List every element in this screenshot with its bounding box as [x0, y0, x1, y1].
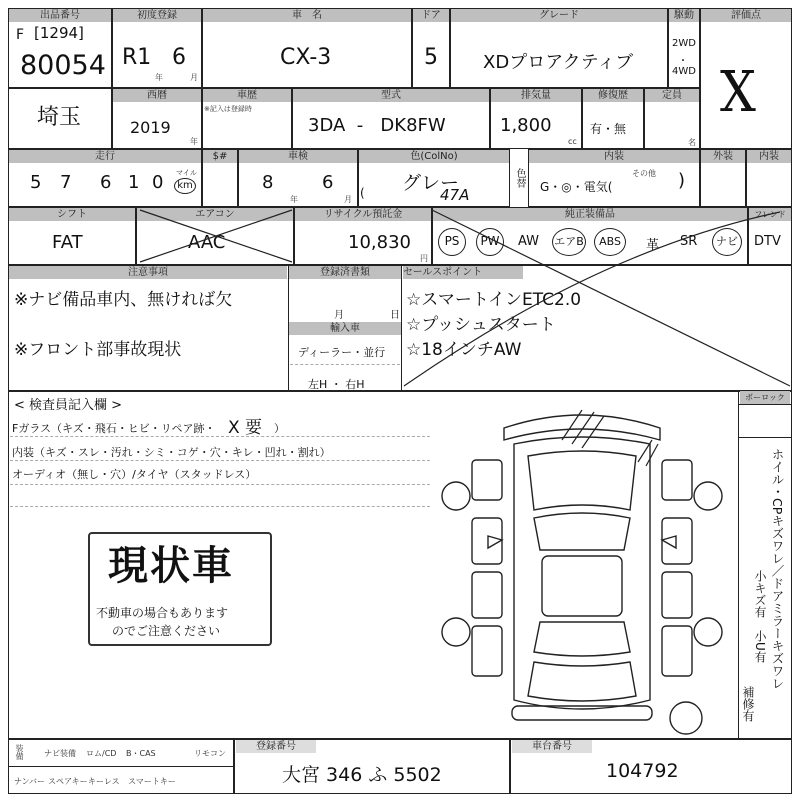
first-reg-era: R1: [122, 45, 152, 70]
shift-value: FAT: [52, 232, 83, 253]
trunk: [528, 662, 636, 701]
note-line-2: ※フロント部事故現状: [14, 340, 182, 360]
right-fender-rear: [662, 626, 692, 676]
interior-line: 内装（キズ・スレ・汚れ・シミ・コゲ・穴・キレ・凹れ・割れ）: [12, 446, 331, 459]
audio-line: オーディオ（無し・穴）/タイヤ（スタッドレス）: [12, 468, 257, 481]
mileage-digit-5: 0: [152, 172, 164, 193]
model-code-label: 型式: [293, 89, 489, 102]
paint-options: G・◎・電気(: [540, 180, 613, 194]
note-line-1: ※ナビ備品車内、無ければ欠: [14, 290, 233, 310]
footer-label-equip: 装備: [15, 744, 24, 760]
stamp-line-1: 不動車の場合もあります: [96, 606, 229, 620]
color-value: グレー: [402, 172, 460, 194]
selling-point-3: ☆18インチAW: [406, 340, 522, 360]
vertical-note-3: 補修有: [741, 686, 755, 722]
capacity-label: 定員: [645, 89, 699, 102]
lot-prefix: F: [16, 27, 25, 43]
color-code: 47A: [440, 186, 470, 204]
wheel-rear-right: [694, 618, 722, 646]
f-glass-close: ）: [274, 422, 285, 435]
inspection-divider-2: [10, 460, 430, 461]
recycle-value: 10,830: [348, 232, 411, 253]
equip-dtv: DTV: [754, 234, 781, 249]
mileage-label: 走行: [9, 150, 201, 163]
import-dealer: ディーラー・並行: [298, 346, 386, 359]
interior-color-label: 内装: [529, 150, 699, 163]
footer-label-keyless: キーレス: [88, 777, 120, 786]
inspection-title: < 検査員記入欄 >: [14, 398, 123, 413]
footer-label-spare-key: スペアキー: [48, 777, 88, 786]
repair-value: 有・無: [590, 122, 627, 136]
mileage-digit-4: 1: [128, 172, 140, 193]
color-paren: (: [360, 186, 365, 200]
vin-value: 104792: [606, 760, 679, 782]
front-bumper: [504, 415, 660, 440]
color-label: 色(ColNo): [359, 150, 509, 163]
drive-label: 駆動: [669, 9, 699, 22]
car-diagram: [432, 400, 732, 740]
model-code-value: 3DA - DK8FW: [308, 115, 446, 136]
wheel-front-left: [442, 482, 470, 510]
right-tag: ボーロック: [740, 391, 790, 404]
mirror-left: [488, 536, 502, 548]
grade-value: XDプロアクティブ: [483, 52, 634, 73]
capacity-unit: 名: [688, 138, 696, 147]
windshield: [534, 513, 630, 550]
left-door-rear: [472, 572, 502, 618]
grade-label: グレード: [451, 9, 667, 22]
recycle-unit: 円: [420, 254, 428, 263]
inspection-divider-4: [10, 506, 430, 507]
inspection-label: 車検: [239, 150, 357, 163]
first-reg-year-suffix: 年: [155, 73, 163, 82]
selling-point-2: ☆プッシュスタート: [406, 315, 556, 335]
equip-aw: AW: [518, 234, 540, 249]
left-fender-front: [472, 460, 502, 500]
vin-label: 車台番号: [512, 740, 592, 753]
lot-number: 80054: [20, 50, 106, 81]
history-label: 車歴: [203, 89, 291, 102]
inspection-divider-1: [10, 436, 430, 437]
stamp-line-2: のでご注意ください: [112, 624, 221, 638]
import-label: 輸入車: [289, 322, 401, 335]
year-label: 西暦: [113, 89, 201, 102]
import-divider: [290, 364, 400, 365]
history-note: ※記入は登録時: [204, 105, 252, 113]
mileage-unit-km: km: [174, 178, 196, 194]
equip-airbag: エアB: [552, 228, 586, 256]
footer-equip-divider: [8, 766, 234, 767]
interior2-label: 内装: [747, 150, 791, 163]
f-glass-line: Fガラス（キズ・飛石・ヒビ・リペア跡・: [12, 422, 216, 435]
equip-navi: ナビ: [712, 228, 742, 256]
doors-value: 5: [424, 45, 438, 70]
footer-label-navi: ナビ装備: [44, 749, 76, 758]
stamp-title: 現状車: [108, 543, 234, 589]
ac-label: エアコン: [137, 208, 293, 221]
footer-label-number: ナンバー: [14, 777, 46, 786]
caution-label: 注意事項: [9, 266, 287, 279]
f-glass-mark: X 要: [228, 418, 263, 438]
first-reg-label: 初度登録: [113, 9, 201, 22]
lot-small-number: [1294]: [34, 24, 84, 42]
mirror-right: [662, 536, 676, 548]
selling-point-1: ☆スマートインETC2.0: [406, 290, 582, 310]
score-label: 評価点: [701, 9, 791, 22]
left-door-front: [472, 518, 502, 564]
drive-2wd: 2WD: [672, 38, 696, 49]
year-value: 2019: [130, 118, 171, 137]
shift-label: シフト: [9, 208, 135, 221]
equip-abs: ABS: [594, 228, 626, 256]
car-body: [514, 437, 650, 709]
paint-other: その他: [632, 169, 656, 178]
inspection-month-suffix: 月: [344, 195, 352, 204]
hood: [528, 451, 636, 510]
paint-close: ): [678, 170, 686, 191]
selling-label: セールスポイント: [403, 266, 523, 279]
rear-bumper: [512, 706, 652, 720]
model-label: 車 名: [203, 9, 411, 22]
inspection-year-suffix: 年: [290, 195, 298, 204]
recycle-label: リサイクル預託金: [295, 208, 431, 221]
footer-label-bcas: B・CAS: [126, 749, 156, 758]
mileage-digit-3: 6: [100, 172, 112, 193]
inspection-year: 8: [262, 172, 274, 193]
footer-label-smart-key: スマートキー: [128, 777, 176, 786]
rear-glass: [534, 622, 630, 656]
drive-4wd: 4WD: [672, 66, 696, 77]
plate-value: 大宮 346 ふ 5502: [282, 764, 442, 786]
drive-dot: ・: [678, 56, 688, 67]
lot-label: 出品番号: [9, 9, 111, 22]
mileage-unit-mile: マイル: [176, 169, 197, 177]
footer-label-remote: リモコン: [194, 749, 226, 758]
equip-pw: PW: [476, 228, 504, 256]
equip-label: 純正装備品: [433, 208, 747, 221]
ac-value: AAC: [188, 232, 226, 253]
repair-label: 修復歴: [583, 89, 643, 102]
pref-value: 埼玉: [37, 105, 82, 130]
roof: [542, 556, 622, 616]
mileage-digit-1: 5: [30, 172, 42, 193]
spare-wheel: [670, 702, 702, 734]
right-door-rear: [662, 572, 692, 618]
wheel-rear-left: [442, 618, 470, 646]
import-hand: 左H ・ 右H: [308, 378, 365, 391]
doc-label: 登録済書類: [289, 266, 401, 279]
first-reg-month: 6: [172, 45, 186, 70]
sharp-label: $#: [203, 150, 237, 163]
right-door-front: [662, 518, 692, 564]
wheel-front-right: [694, 482, 722, 510]
right-fender-front: [662, 460, 692, 500]
score-mark: X: [719, 60, 756, 125]
mileage-digit-2: 7: [60, 172, 72, 193]
displacement-unit: cc: [568, 137, 577, 146]
right-label: フレンド: [749, 208, 791, 221]
displacement-label: 排気量: [491, 89, 581, 102]
doc-month: 月: [334, 310, 344, 321]
color-change: 色替: [514, 168, 525, 188]
year-suffix: 年: [190, 137, 198, 146]
left-fender-rear: [472, 626, 502, 676]
vertical-note-2: 小キズ有 小U有: [753, 570, 767, 663]
equip-sr: SR: [680, 234, 698, 249]
equip-ps: PS: [438, 228, 466, 256]
displacement-value: 1,800: [500, 115, 552, 136]
inspection-divider-3: [10, 484, 430, 485]
vertical-note-1: ホイル・CPキズワレ／ドアミラーキズワレ: [770, 448, 785, 690]
right-tag-box: [738, 404, 792, 438]
first-reg-month-suffix: 月: [190, 73, 198, 82]
equip-leather: 革: [646, 238, 660, 253]
inspection-month: 6: [322, 172, 334, 193]
doors-label: ドア: [413, 9, 449, 22]
plate-label: 登録番号: [236, 740, 316, 753]
model-name: CX-3: [280, 45, 332, 70]
doc-day: 日: [390, 310, 400, 321]
exterior-label: 外装: [701, 150, 745, 163]
footer-label-rom: ロム/CD: [86, 749, 117, 758]
